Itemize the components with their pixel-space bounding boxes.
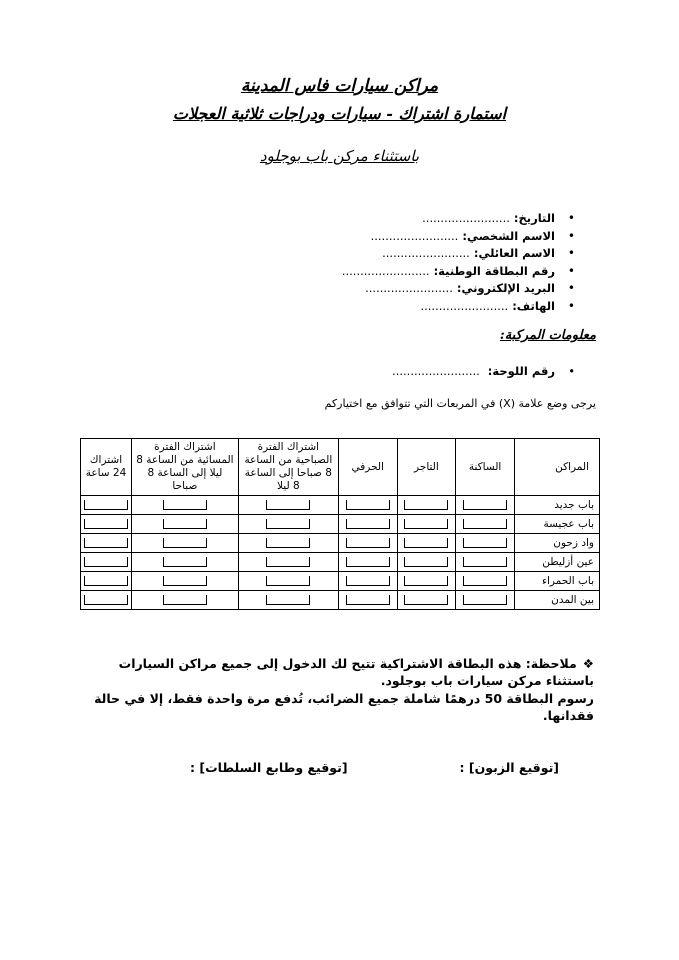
checkbox-cell bbox=[81, 515, 132, 534]
checkbox[interactable] bbox=[266, 557, 310, 567]
checkbox-cell bbox=[81, 591, 132, 610]
checkbox[interactable] bbox=[266, 595, 310, 605]
authority-signature[interactable]: [توقيع وطابع السلطات] : bbox=[190, 760, 348, 775]
checkbox-cell bbox=[397, 553, 456, 572]
checkbox-cell bbox=[397, 515, 456, 534]
table-row bbox=[81, 515, 600, 534]
col-header-merchant: التاجر bbox=[397, 439, 456, 496]
checkbox[interactable] bbox=[404, 519, 448, 529]
checkbox[interactable] bbox=[404, 595, 448, 605]
checkbox-cell bbox=[81, 572, 132, 591]
checkbox-cell bbox=[397, 496, 456, 515]
checkbox-cell bbox=[132, 496, 239, 515]
checkbox[interactable] bbox=[404, 557, 448, 567]
national-id-field[interactable]: • رقم البطاقة الوطنية:........................ bbox=[155, 263, 575, 281]
checkbox-cell bbox=[132, 591, 239, 610]
checkbox-cell bbox=[338, 534, 397, 553]
checkbox[interactable] bbox=[463, 500, 507, 510]
checkbox[interactable] bbox=[404, 538, 448, 548]
checkbox-cell bbox=[238, 515, 338, 534]
checkbox[interactable] bbox=[346, 576, 390, 586]
personal-info-list bbox=[155, 210, 575, 316]
checkbox-cell bbox=[81, 534, 132, 553]
client-signature[interactable]: [توقيع الزبون] : bbox=[459, 760, 559, 775]
phone-field[interactable]: • الهاتف:........................ bbox=[155, 298, 575, 316]
checkbox[interactable] bbox=[84, 595, 128, 605]
checkbox[interactable] bbox=[163, 557, 207, 567]
checkbox[interactable] bbox=[463, 557, 507, 567]
checkbox-cell bbox=[397, 534, 456, 553]
checkbox-cell bbox=[397, 572, 456, 591]
center-name: واد زحون bbox=[514, 534, 599, 553]
table-row bbox=[81, 591, 600, 610]
checkbox[interactable] bbox=[84, 538, 128, 548]
checkbox[interactable] bbox=[266, 538, 310, 548]
checkbox-cell bbox=[456, 515, 515, 534]
exception-note: باستثناء مركن باب بوجلود bbox=[259, 147, 420, 165]
checkbox[interactable] bbox=[163, 576, 207, 586]
checkbox[interactable] bbox=[163, 519, 207, 529]
col-header-day-shift: اشتراك الفترة الصباحية من الساعة 8 صباحا إلى الساعة 8 ليلا bbox=[238, 439, 338, 496]
checkbox[interactable] bbox=[463, 519, 507, 529]
checkbox-cell bbox=[238, 591, 338, 610]
checkbox[interactable] bbox=[84, 500, 128, 510]
checkbox-cell bbox=[456, 553, 515, 572]
checkbox-cell bbox=[238, 572, 338, 591]
checkbox[interactable] bbox=[163, 538, 207, 548]
note-block bbox=[94, 655, 594, 689]
checkbox[interactable] bbox=[84, 557, 128, 567]
checkbox-cell bbox=[456, 572, 515, 591]
checkbox-cell bbox=[132, 534, 239, 553]
instruction-text: يرجى وضع علامة (X) في المربعات التي تتوافق مع اختياركم bbox=[324, 397, 596, 410]
checkbox[interactable] bbox=[346, 557, 390, 567]
checkbox-cell bbox=[81, 496, 132, 515]
col-header-night-shift: اشتراك الفترة المسائية من الساعة 8 ليلا إلى الساعة 8 صباحا bbox=[132, 439, 239, 496]
checkbox-cell bbox=[238, 496, 338, 515]
last-name-field[interactable]: • الاسم العائلي:........................ bbox=[155, 245, 575, 263]
checkbox-cell bbox=[238, 553, 338, 572]
checkbox[interactable] bbox=[84, 519, 128, 529]
checkbox[interactable] bbox=[266, 519, 310, 529]
center-name: بين المدن bbox=[514, 591, 599, 610]
checkbox-cell bbox=[456, 534, 515, 553]
checkbox-cell bbox=[238, 534, 338, 553]
checkbox[interactable] bbox=[346, 595, 390, 605]
vehicle-info-heading: معلومات المركبة: bbox=[499, 328, 596, 343]
checkbox[interactable] bbox=[346, 519, 390, 529]
checkbox-cell bbox=[132, 553, 239, 572]
checkbox-cell bbox=[132, 572, 239, 591]
checkbox[interactable] bbox=[163, 500, 207, 510]
table-row bbox=[81, 572, 600, 591]
table-row bbox=[81, 496, 600, 515]
checkbox[interactable] bbox=[463, 576, 507, 586]
checkbox-cell bbox=[132, 515, 239, 534]
checkbox-cell bbox=[338, 572, 397, 591]
checkbox[interactable] bbox=[463, 595, 507, 605]
center-name: عين أزليطن bbox=[514, 553, 599, 572]
form-subtitle: استمارة اشتراك - سيارات ودراجات ثلاثية العجلات bbox=[172, 104, 507, 123]
table-row bbox=[81, 534, 600, 553]
checkbox-cell bbox=[397, 591, 456, 610]
center-name: باب جديد bbox=[514, 496, 599, 515]
checkbox-cell bbox=[456, 496, 515, 515]
checkbox[interactable] bbox=[266, 500, 310, 510]
plate-number-field[interactable]: • رقم اللوحة: ........................ bbox=[255, 364, 575, 378]
note-text: ملاحظة: هذه البطاقة الاشتراكية تتيح لك الدخول إلى جميع مراكن السيارات باستثناء مركن سيارات باب بوجلود. bbox=[118, 656, 594, 688]
col-header-residents: الساكنة bbox=[456, 439, 515, 496]
checkbox[interactable] bbox=[84, 576, 128, 586]
col-header-craftsman: الحرفي bbox=[338, 439, 397, 496]
fee-text: رسوم البطاقة 50 درهمًا شاملة جميع الضرائب، تُدفع مرة واحدة فقط، إلا في حالة فقدانها. bbox=[94, 691, 594, 723]
checkbox[interactable] bbox=[404, 500, 448, 510]
checkbox-cell bbox=[338, 515, 397, 534]
email-field[interactable]: • البريد الإلكتروني:........................ bbox=[155, 280, 575, 298]
center-name: باب الحمراء bbox=[514, 572, 599, 591]
diamond-bullet-icon: ❖ bbox=[582, 656, 594, 671]
subscription-table bbox=[80, 438, 600, 610]
date-field[interactable]: • التاريخ:........................ bbox=[155, 210, 575, 228]
col-header-24h: اشتراك 24 ساعة bbox=[81, 439, 132, 496]
checkbox[interactable] bbox=[463, 538, 507, 548]
table-header-row bbox=[81, 439, 600, 496]
first-name-field[interactable]: • الاسم الشخصي:........................ bbox=[155, 228, 575, 246]
checkbox[interactable] bbox=[346, 538, 390, 548]
table-row bbox=[81, 553, 600, 572]
checkbox-cell bbox=[338, 553, 397, 572]
checkbox[interactable] bbox=[404, 576, 448, 586]
checkbox-cell bbox=[338, 496, 397, 515]
checkbox[interactable] bbox=[163, 595, 207, 605]
checkbox[interactable] bbox=[266, 576, 310, 586]
form-title: مراكن سيارات فاس المدينة bbox=[240, 76, 439, 96]
col-header-centers: المراكن bbox=[514, 439, 599, 496]
checkbox[interactable] bbox=[346, 500, 390, 510]
checkbox-cell bbox=[81, 553, 132, 572]
center-name: باب عجيسة bbox=[514, 515, 599, 534]
checkbox-cell bbox=[338, 591, 397, 610]
checkbox-cell bbox=[456, 591, 515, 610]
